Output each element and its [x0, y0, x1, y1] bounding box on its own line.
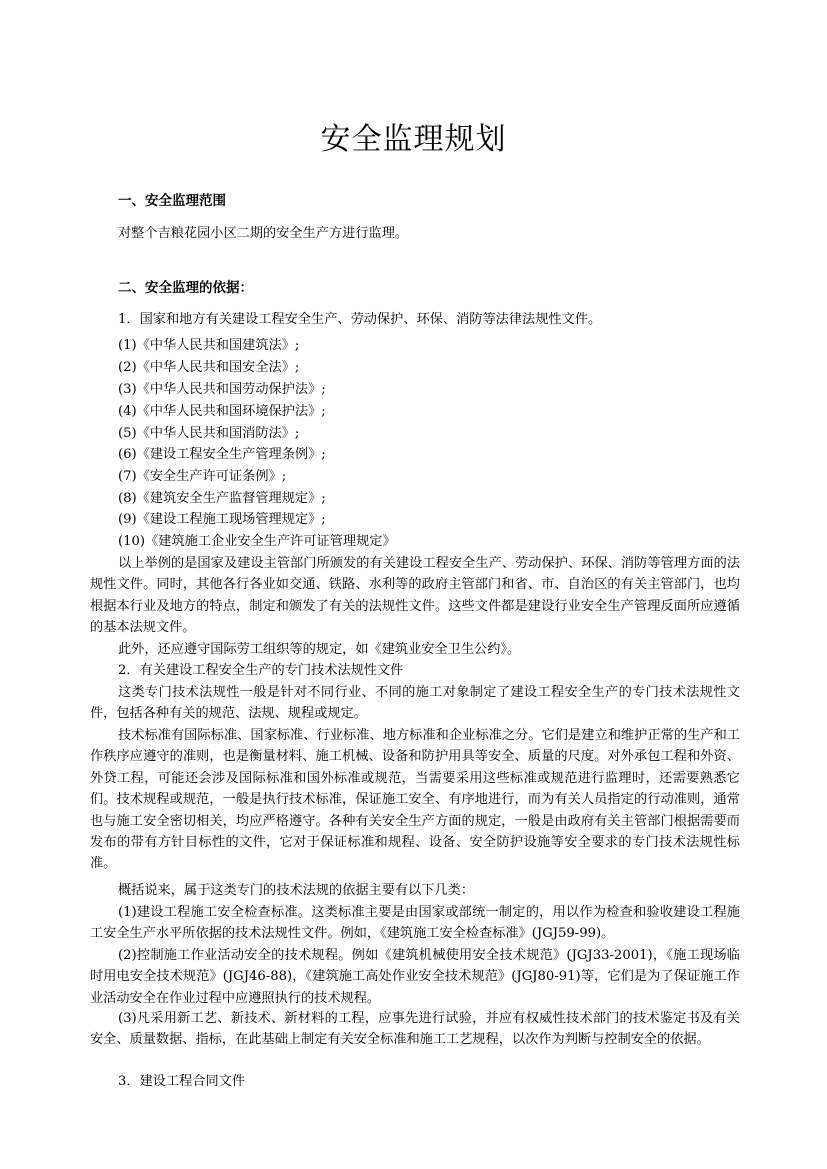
law-item: (10)《建筑施工企业安全生产许可证管理规定》	[118, 534, 396, 549]
paragraph-technical-codes: (2)控制施工作业活动安全的技术规程。例如《建筑机械使用安全技术规范》(JGJ33-2001)，《施工现场临时用电安全技术规范》(JGJ46-88)，《建筑施工高处作业安全技术规范》(JGJ80-91)等，它们是为了保证施工作业活动安全在作业过程中应遵照执行的技术规程。	[90, 948, 740, 1006]
point3-heading: 3．建设工程合同文件	[118, 1074, 246, 1089]
law-item: (3)《中华人民共和国劳动保护法》;	[118, 382, 326, 397]
paragraph-regulations: 以上举例的是国家及建设主管部门所颁发的有关建设工程安全生产、劳动保护、环保、消防等管理方面的法规性文件。同时，其他各行各业如交通、铁路、水利等的政府主管部门和省、市、自治区的有关主管部门，也均根据本行业及地方的特点，制定和颁发了有关的法规性文件。这些文件都是建设行业安全生产管理反面所应遵循的基本法规文件。	[90, 556, 740, 636]
law-item: (8)《建筑安全生产监督管理规定》;	[118, 491, 326, 506]
paragraph-inspection-standard: (1)建设工程施工安全检查标准。这类标准主要是由国家或部统一制定的，用以作为检查和验收建设工程施工安全生产水平所依据的技术法规性文件。例如，《建筑施工安全检查标准》(JGJ59-99)。	[90, 905, 740, 942]
law-item: (6)《建设工程安全生产管理条例》;	[118, 447, 326, 462]
paragraph-ilo: 此外，还应遵守国际劳工组织等的规定，如《建筑业安全卫生公约》。	[118, 642, 521, 657]
paragraph-tech-standards: 技术标准有国际标准、国家标准、行业标准、地方标准和企业标准之分。它们是建立和维护正常的生产和工作秩序应遵守的准则，也是衡量材料、施工机械、设备和防护用具等安全、质量的尺度。对外承包工程和外资、外贷工程，可能还会涉及国际标准和国外标准或规范，当需要采用这些标准或规范进行监理时，还需要熟悉它们。技术规程或规范，一般是执行技术标准，保证施工安全、有序地进行，而为有关人员指定的行动准则，通常也与施工安全密切相关，均应严格遵守。各种有关安全生产方面的规定，一般是由政府有关主管部门根据需要而发布的带有方针目标性的文件，它对于保证标准和规程、设备、安全防护设施等安全要求的专门技术法规性标准。	[90, 728, 740, 872]
law-item: (5)《中华人民共和国消防法》;	[118, 426, 300, 441]
law-item: (9)《建设工程施工现场管理规定》;	[118, 512, 326, 527]
law-item: (4)《中华人民共和国环境保护法》;	[118, 404, 326, 419]
paragraph-summary: 概括说来，属于这类专门的技术法规的依据主要有以下几类：	[118, 883, 475, 898]
paragraph-tech-rules: 这类专门技术法规性一般是针对不同行业、不同的施工对象制定了建设工程安全生产的专门技术法规性文件，包括各种有关的规范、法规、规程或规定。	[90, 685, 740, 722]
law-item: (7)《安全生产许可证条例》;	[118, 469, 287, 484]
point1-heading: 1．国家和地方有关建设工程安全生产、劳动保护、环保、消防等法律法规性文件。	[118, 312, 602, 327]
law-item: (1)《中华人民共和国建筑法》;	[118, 338, 300, 353]
section1-heading: 一、安全监理范围	[118, 193, 226, 209]
document-title: 安全监理规划	[320, 122, 507, 157]
paragraph-new-technology: (3)凡采用新工艺、新技术、新材料的工程，应事先进行试验，并应有权威性技术部门的技术鉴定书及有关安全、质量数据、指标，在此基础上制定有关安全标准和施工工艺规程，以次作为判断与控制安全的依据。	[90, 1011, 740, 1048]
section1-body: 对整个吉粮花园小区二期的安全生产方进行监理。	[118, 226, 409, 241]
point2-heading: 2．有关建设工程安全生产的专门技术法规性文件	[118, 663, 404, 678]
section2-heading: 二、安全监理的依据：	[118, 280, 253, 296]
law-item: (2)《中华人民共和国安全法》;	[118, 360, 300, 375]
